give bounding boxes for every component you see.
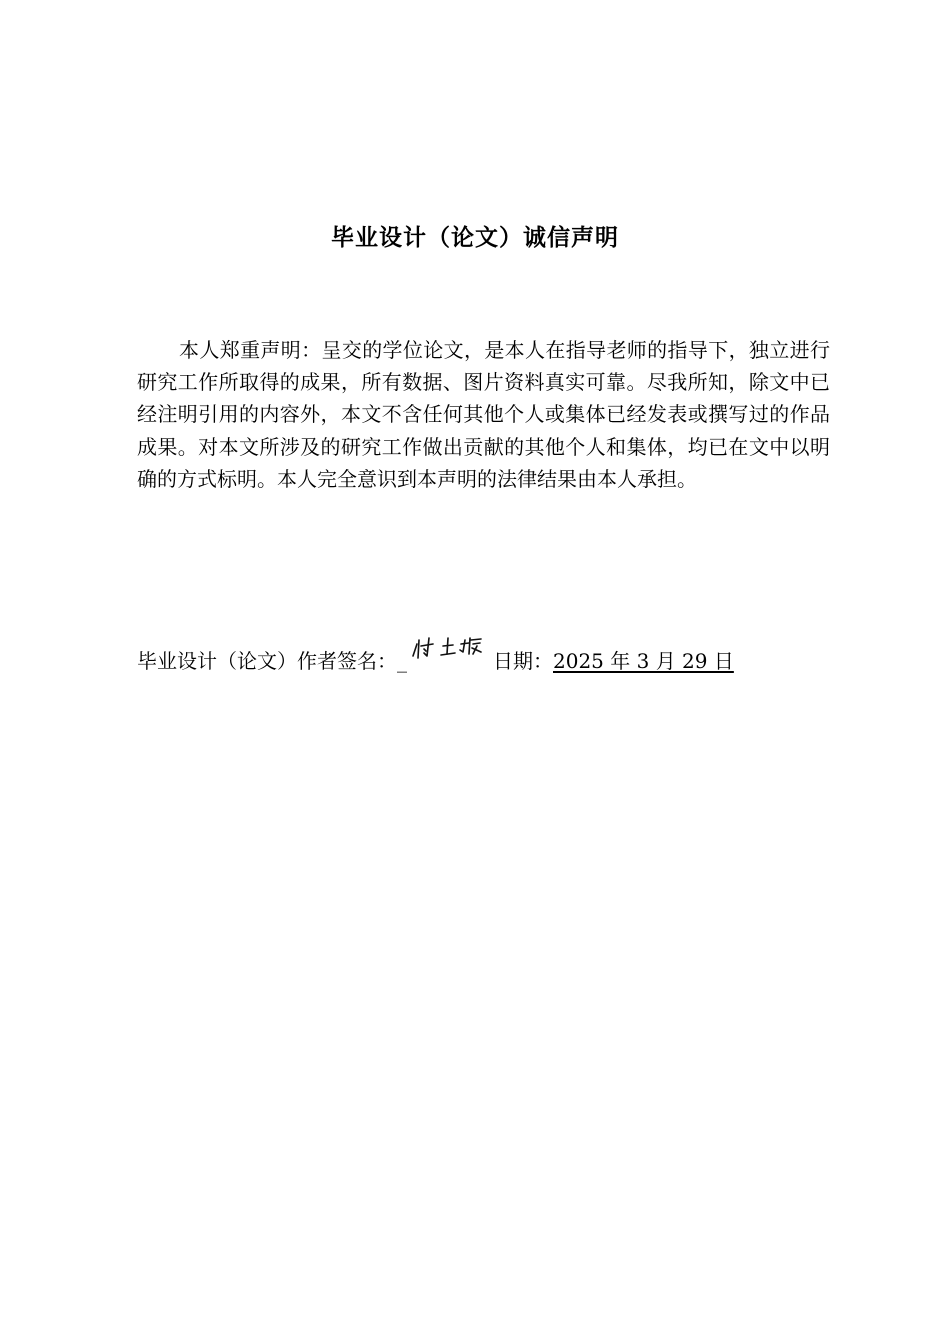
handwritten-signature — [407, 638, 493, 668]
date-label: 日期： — [493, 649, 553, 673]
declaration-paragraph: 本人郑重声明：呈交的学位论文，是本人在指导老师的指导下，独立进行研究工作所取得的成果，所有数据、图片资料真实可靠。尽我所知，除文中已经注明引用的内容外，本文不含任何其他个人或集体已经发表或撰写过的作品成果。对本文所涉及的研究工作做出贡献的其他个人和集体，均已在文中以明确的方式标明。本人完全意识到本声明的法律结果由本人承担。 — [137, 338, 830, 491]
document-title: 毕业设计（论文）诚信声明 — [331, 225, 619, 251]
date-value: 2025 年 3 月 29 日 — [553, 649, 734, 673]
signature-blank: _ — [397, 649, 407, 673]
signature-label: 毕业设计（论文）作者签名： — [137, 649, 397, 673]
signature-image — [409, 632, 489, 666]
signature-line — [137, 638, 837, 672]
